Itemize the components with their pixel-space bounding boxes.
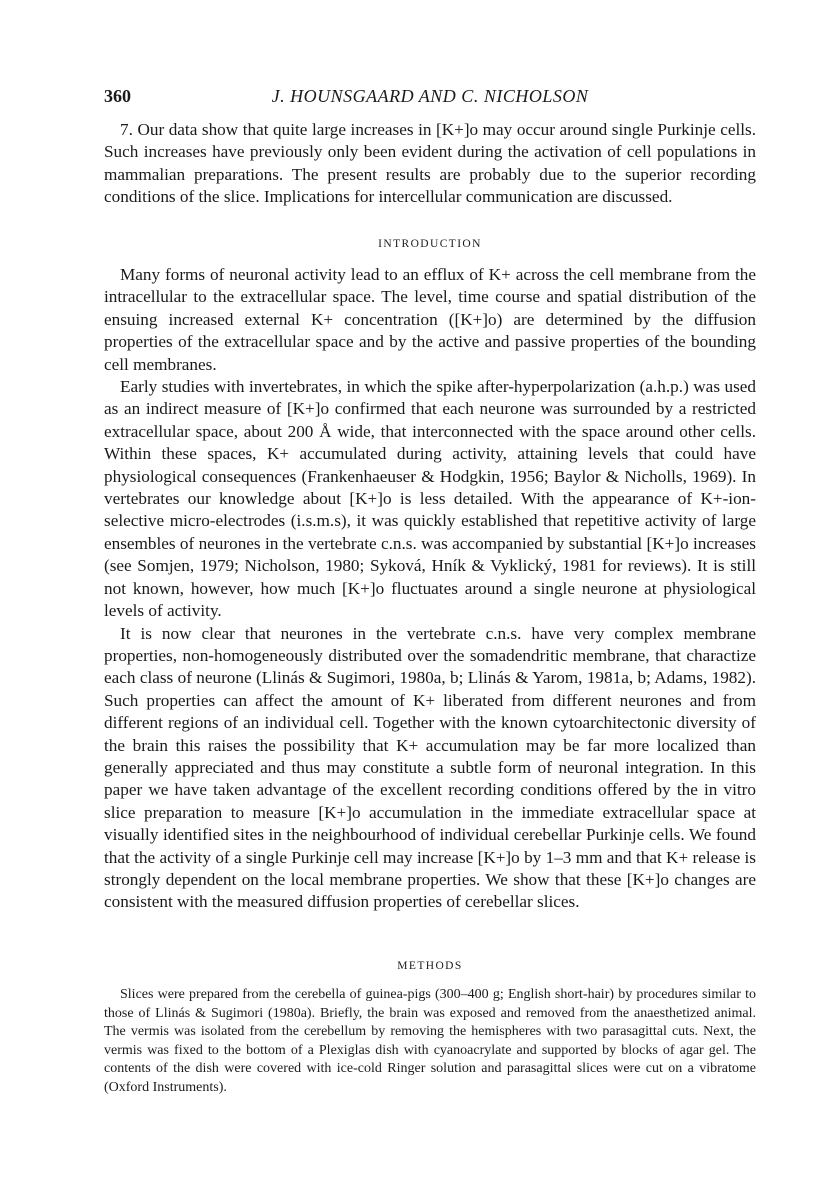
page-number: 360 [104, 86, 131, 106]
intro-paragraph-3: It is now clear that neurones in the vertebrate c.n.s. have very complex membrane properties, non-homogeneously distributed over the somadendritic membrane, that charactize each class of neurone (Llinás & Sugimori, 1980a, b; Llinás & Yarom, 1981a, b; Adams, 1982). Such properties can affect the amount of K+ liberated from different neurones and from different regions of an individual cell. Together with the known cytoarchitectonic diversity of the brain this raises the possibility that K+ accumulation may be far more localized than generally appreciated and thus may constitute a subtle form of neuronal integration. In this paper we have taken advantage of the excellent recording conditions offered by the in vitro slice preparation to measure [K+]o accumulation in the immediate extracellular space at visually identified sites in the neighbourhood of individual cerebellar Purkinje cells. We found that the activity of a single Purkinje cell may increase [K+]o by 1–3 mm and that K+ release is strongly dependent on the local membrane properties. We show that these [K+]o changes are consistent with the measured diffusion properties of cerebellar slices. [104, 623, 756, 912]
methods-section [104, 986, 756, 1098]
summary-paragraph: 7. Our data show that quite large increases in [K+]o may occur around single Purkinje cells. Such increases have previously only been evident during the activation of cell populations in mammalian preparations. The present results are probably due to the superior recording conditions of the slice. Implications for intercellular communication are discussed. [104, 120, 756, 207]
introduction-section [104, 264, 756, 914]
introduction-heading: INTRODUCTION [378, 238, 482, 250]
running-head: J. HOUNSGAARD AND C. NICHOLSON [271, 86, 589, 106]
methods-heading: METHODS [397, 960, 463, 972]
page-header [104, 86, 756, 110]
intro-paragraph-2: Early studies with invertebrates, in which the spike after-hyperpolarization (a.h.p.) was used as an indirect measure of [K+]o confirmed that each neurone was surrounded by a restricted extracellular space, about 200 Å wide, that interconnected with the space around other cells. Within these spaces, K+ accumulated during activity, attaining levels that could have physiological consequences (Frankenhaeuser & Hodgkin, 1956; Baylor & Nicholls, 1969). In vertebrates our knowledge about [K+]o is less detailed. With the appearance of K+-ion-selective micro-electrodes (i.s.m.s), it was quickly established that repetitive activity of large ensembles of neurones in the vertebrate c.n.s. was accompanied by substantial [K+]o increases (see Somjen, 1979; Nicholson, 1980; Syková, Hník & Vyklický, 1981 for reviews). It is still not known, however, how much [K+]o fluctuates around a single neurone at physiological levels of activity. [104, 377, 756, 621]
intro-paragraph-1: Many forms of neuronal activity lead to an efflux of K+ across the cell membrane from the intracellular to the extracellular space. The level, time course and spatial distribution of the ensuing increased external K+ concentration ([K+]o) are determined by the diffusion properties of the extracellular space and by the active and passive properties of the bounding cell membranes. [104, 265, 756, 374]
methods-paragraph: Slices were prepared from the cerebella of guinea-pigs (300–400 g; English short-hair) by procedures similar to those of Llinás & Sugimori (1980a). Briefly, the brain was exposed and removed from the anaesthetized animal. The vermis was isolated from the cerebellum by removing the hemispheres with two parasagittal cuts. Next, the vermis was fixed to the bottom of a Plexiglas dish with cyanoacrylate and supported by blocks of agar gel. The contents of the dish were covered with ice-cold Ringer solution and parasagittal slices were cut on a vibratome (Oxford Instruments). [104, 987, 756, 1095]
summary-point-7 [104, 119, 756, 209]
